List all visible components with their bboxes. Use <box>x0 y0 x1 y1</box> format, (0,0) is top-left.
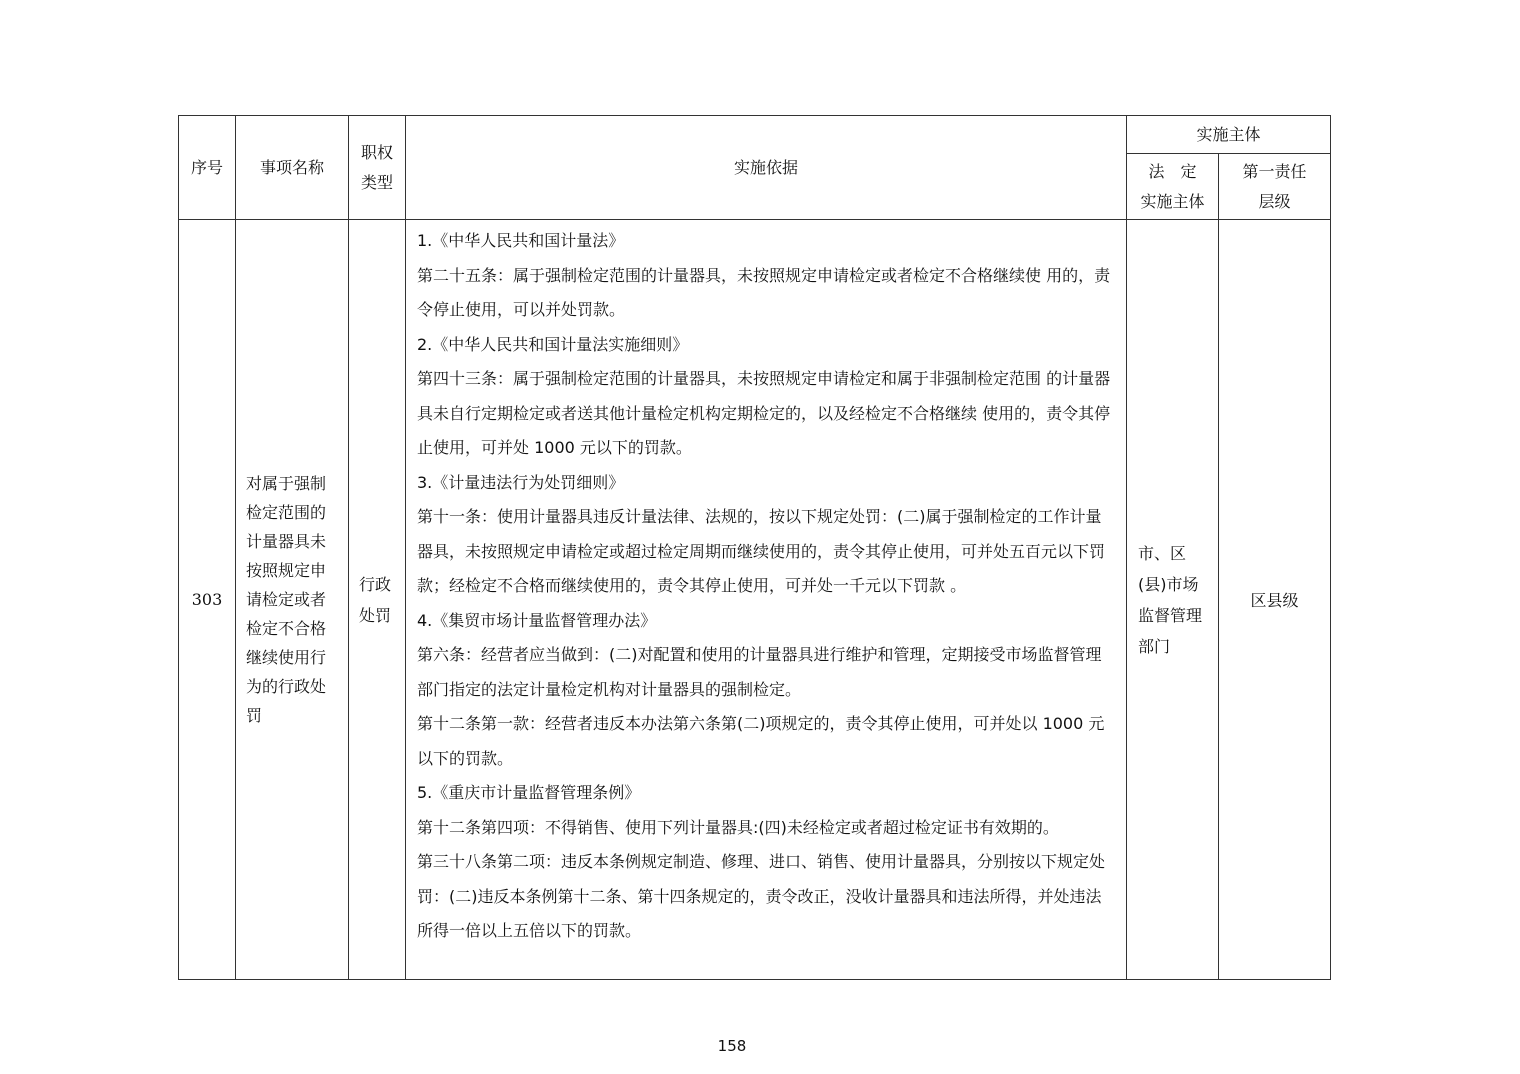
basis-line: 2.《中华人民共和国计量法实施细则》 <box>417 334 689 354</box>
row-first-level: 区县级 <box>1219 220 1331 980</box>
enforcement-table <box>178 115 1331 980</box>
row-authority-type: 行政处罚 <box>349 220 406 980</box>
table-row <box>179 220 1331 980</box>
basis-line: 第三十八条第二项：违反本条例规定制造、修理、进口、销售、使用计量器具，分别按以下规定处罚：(二)违反本条例第十二条、第十四条规定的，责令改正，没收计量器具和违法所得，并处违法所得一倍以上五倍以下的罚款。 <box>417 852 1106 940</box>
row-item-name: 对属于强制检定范围的计量器具未按照规定申请检定或者检定不合格继续使用行为的行政处罚 <box>236 220 349 980</box>
header-first-level-line2: 层级 <box>1258 191 1291 211</box>
header-authority-type <box>349 116 406 220</box>
row-seq: 303 <box>179 220 236 980</box>
basis-line: 5.《重庆市计量监督管理条例》 <box>417 783 641 802</box>
header-seq: 序号 <box>179 116 236 220</box>
basis-line: 第十二条第一款：经营者违反本办法第六条第(二)项规定的，责令其停止使用，可并处以 1000 元以下的罚款。 <box>417 714 1105 768</box>
header-item-name: 事项名称 <box>236 116 349 220</box>
header-first-responsible-level <box>1219 154 1331 220</box>
basis-line: 第四十三条：属于强制检定范围的计量器具，未按照规定申请检定和属于非强制检定范围 的计量器具未自行定期检定或者送其他计量检定机构定期检定的，以及经检定不合格继续 使用的，责令其停止使用，可并处 1000 元以下的罚款。 <box>417 369 1111 457</box>
basis-line: 4.《集贸市场计量监督管理办法》 <box>417 610 657 630</box>
row-legal-basis <box>406 220 1127 980</box>
header-legal-basis: 实施依据 <box>406 116 1127 220</box>
basis-line: 第六条：经营者应当做到：(二)对配置和使用的计量器具进行维护和管理，定期接受市场监督管理部门指定的法定计量检定机构对计量器具的强制检定。 <box>417 645 1102 699</box>
header-implementing-entity: 实施主体 <box>1127 116 1331 154</box>
header-authority-type-line2: 类型 <box>360 172 393 192</box>
page-number: 158 <box>717 1037 747 1055</box>
row-legal-entity: 市、区(县)市场监督管理部门 <box>1127 220 1219 980</box>
header-authority-type-line1: 职权 <box>360 142 393 162</box>
header-legal-entity-line1: 法 定 <box>1148 161 1197 181</box>
basis-line: 第十一条：使用计量器具违反计量法律、法规的，按以下规定处罚：(二)属于强制检定的工作计量器具，未按照规定申请检定或超过检定周期而继续使用的，责令其停止使用，可并处五百元以下罚款；经检定不合格而继续使用的，责令其停止使用，可并处一千元以下罚款 。 <box>417 507 1106 595</box>
basis-line: 第十二条第四项：不得销售、使用下列计量器具:(四)未经检定或者超过检定证书有效期的。 <box>417 817 1059 837</box>
basis-line: 第二十五条：属于强制检定范围的计量器具，未按照规定申请检定或者检定不合格继续使 用的，责令停止使用，可以并处罚款。 <box>417 265 1111 319</box>
header-first-level-line1: 第一责任 <box>1242 161 1307 181</box>
header-legal-entity-line2: 实施主体 <box>1140 191 1205 211</box>
basis-line: 1.《中华人民共和国计量法》 <box>417 231 625 250</box>
basis-line: 3.《计量违法行为处罚细则》 <box>417 472 625 492</box>
header-legal-entity <box>1127 154 1219 220</box>
